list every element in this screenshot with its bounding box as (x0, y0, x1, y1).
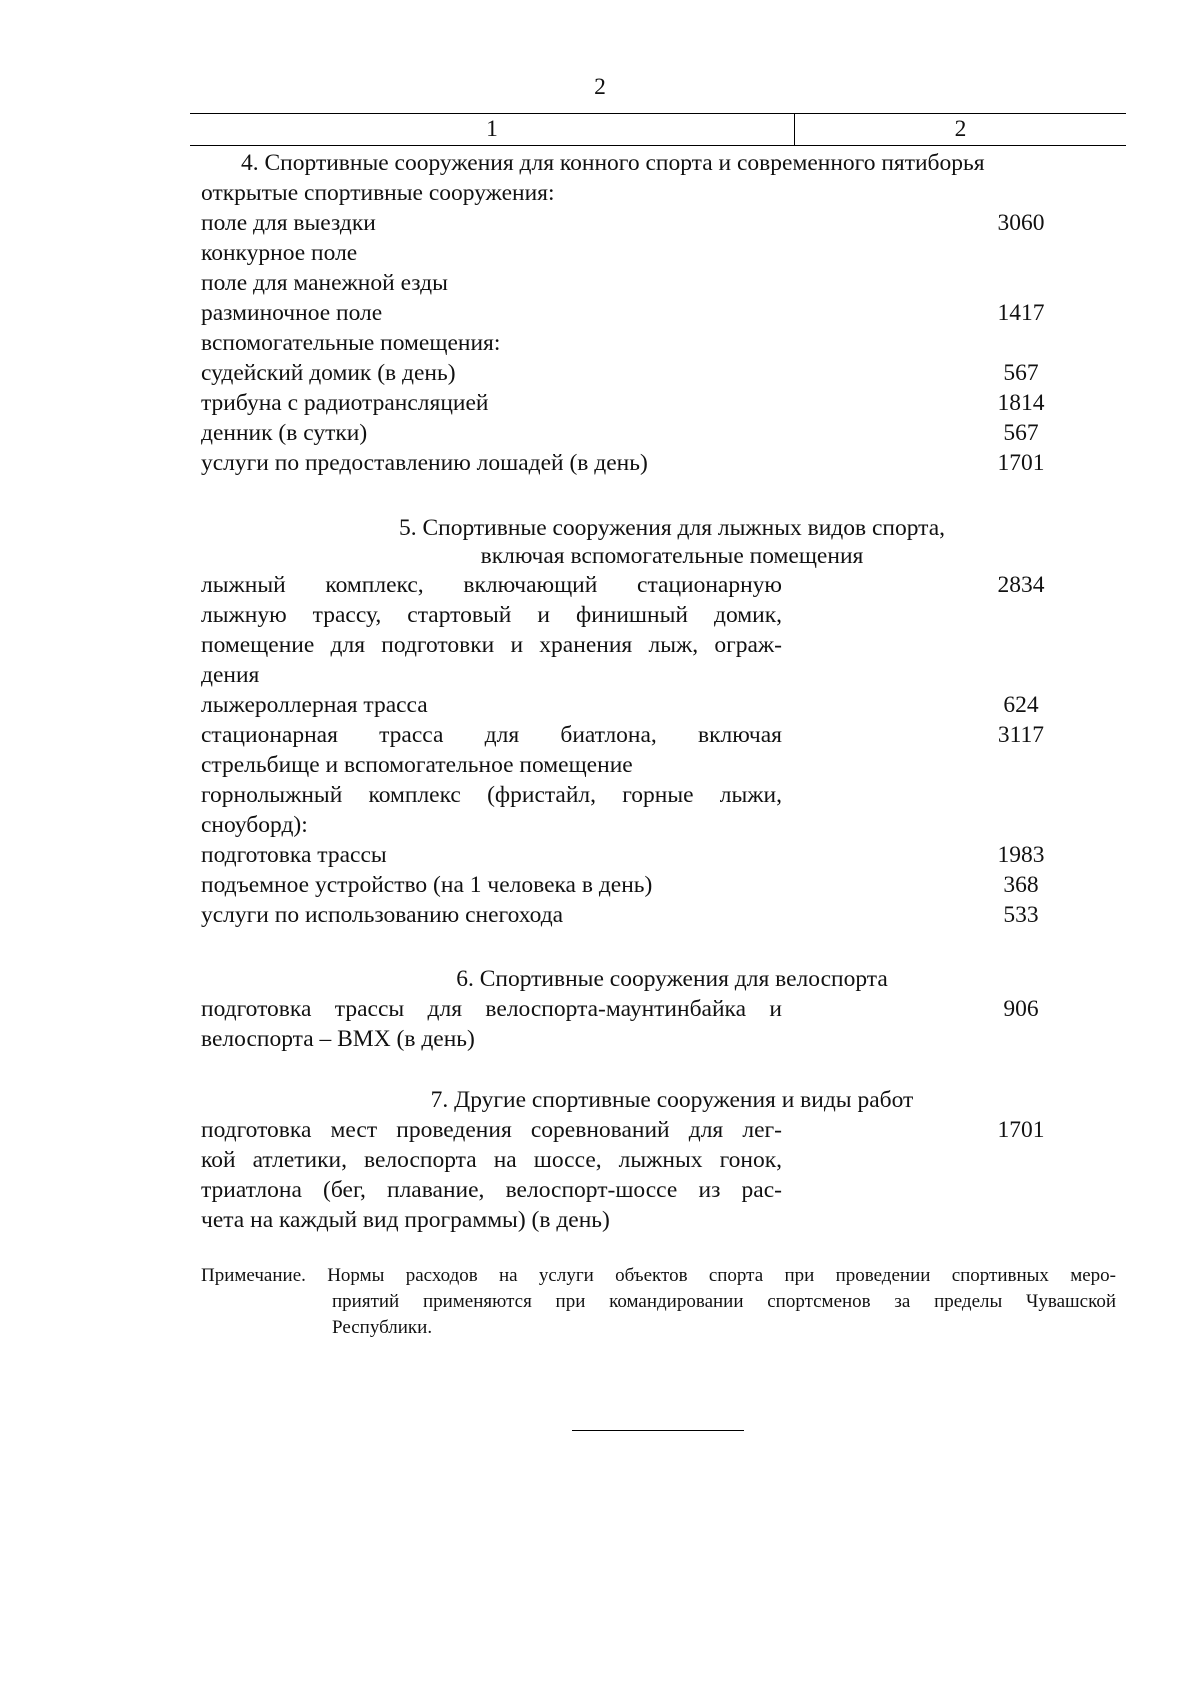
table-row (201, 810, 1081, 840)
table-row (201, 1115, 1081, 1145)
footnote (201, 1263, 1116, 1341)
row-value: 1701 (997, 450, 1045, 476)
table-header-row (190, 113, 1126, 146)
row-label: конкурное поле (201, 240, 358, 266)
row-label: поле для выездки (201, 210, 376, 236)
row-label: лыжный комплекс, включающий стационарную (201, 572, 782, 598)
row-label: помещение для подготовки и хранения лыж, ограж- (201, 632, 782, 658)
row-value: 567 (1003, 360, 1039, 386)
row-value: 567 (1003, 420, 1039, 446)
row-value: 368 (1003, 872, 1039, 898)
row-label: услуги по использованию снегохода (201, 902, 564, 928)
table-header-col-1: 1 (190, 114, 795, 145)
row-label: открытые спортивные сооружения: (201, 180, 555, 206)
table-row (201, 630, 1081, 660)
row-label: лыжероллерная трасса (201, 692, 428, 718)
table-row (201, 448, 1081, 478)
row-label: горнолыжный комплекс (фристайл, горные лыжи, (201, 782, 782, 808)
row-label: разминочное поле (201, 300, 383, 326)
row-label: чета на каждый вид программы) (в день) (201, 1207, 610, 1233)
row-label: услуги по предоставлению лошадей (в день) (201, 450, 648, 476)
footnote-text-line-2: приятий применяются при командировании спортсменов за пределы Чувашской (332, 1291, 1116, 1312)
table-row (201, 1145, 1081, 1175)
section-5-heading-line-2: включая вспомогательные помещения (480, 543, 864, 569)
row-value: 3060 (997, 210, 1045, 236)
table-row (201, 328, 1081, 358)
table-row (201, 780, 1081, 810)
table-row (201, 720, 1081, 750)
row-value: 1814 (997, 390, 1045, 416)
table-row (201, 660, 1081, 690)
footnote-label: Примечание. (201, 1265, 306, 1286)
row-value: 2834 (997, 572, 1045, 598)
table-row (201, 690, 1081, 720)
end-separator-line (572, 1430, 744, 1431)
table-row (201, 298, 1081, 328)
page-number: 2 (594, 74, 606, 100)
table-header-col-2: 2 (954, 116, 967, 142)
footnote-line-1 (201, 1263, 1116, 1289)
table-row (201, 600, 1081, 630)
table-row (201, 238, 1081, 268)
table-row (201, 1205, 1081, 1235)
row-label: подготовка трассы (201, 842, 387, 868)
table-row (201, 1024, 1081, 1054)
row-label: поле для манежной езды (201, 270, 448, 296)
row-label: судейский домик (в день) (201, 360, 456, 386)
row-label: велоспорта – BMX (в день) (201, 1026, 475, 1052)
row-label: трибуна с радиотрансляцией (201, 390, 489, 416)
row-label: триатлона (бег, плавание, велоспорт-шоссе из рас- (201, 1177, 782, 1203)
table-row (201, 750, 1081, 780)
footnote-text-line-1: Нормы расходов на услуги объектов спорта при проведении спортивных меро- (327, 1265, 1117, 1286)
row-label: стационарная трасса для биатлона, включая (201, 722, 782, 748)
row-label: подготовка трассы для велоспорта-маунтинбайка и (201, 996, 782, 1022)
table-row (201, 570, 1081, 600)
table-row (201, 840, 1081, 870)
row-label: подъемное устройство (на 1 человека в день) (201, 872, 653, 898)
table-row (201, 418, 1081, 448)
row-value: 1983 (997, 842, 1045, 868)
row-label: вспомогательные помещения: (201, 330, 501, 356)
row-value: 1417 (997, 300, 1045, 326)
table-row (201, 388, 1081, 418)
table-row (201, 870, 1081, 900)
table-row (201, 268, 1081, 298)
row-label: кой атлетики, велоспорта на шоссе, лыжных гонок, (201, 1147, 782, 1173)
row-value: 624 (1003, 692, 1039, 718)
row-label: подготовка мест проведения соревнований для лег- (201, 1117, 782, 1143)
section-7-heading: 7. Другие спортивные сооружения и виды работ (430, 1087, 914, 1113)
row-value: 1701 (997, 1117, 1045, 1143)
table-row (201, 1175, 1081, 1205)
row-label: дения (201, 662, 260, 688)
table-row (201, 994, 1081, 1024)
row-label: стрельбище и вспомогательное помещение (201, 752, 633, 778)
footnote-text-line-3: Республики. (332, 1317, 433, 1338)
row-label: денник (в сутки) (201, 420, 368, 446)
row-value: 3117 (997, 722, 1045, 748)
section-5-heading-line-1: 5. Спортивные сооружения для лыжных видов спорта, (398, 515, 946, 541)
table-row (201, 900, 1081, 930)
table-row (201, 358, 1081, 388)
row-value: 906 (1003, 996, 1039, 1022)
row-value: 533 (1003, 902, 1039, 928)
row-label: лыжную трассу, стартовый и финишный домик, (201, 602, 782, 628)
section-6-heading: 6. Спортивные сооружения для велоспорта (456, 966, 888, 992)
table-row (201, 178, 1081, 208)
table-row (201, 208, 1081, 238)
section-4-heading: 4. Спортивные сооружения для конного спорта и современного пятиборья (241, 150, 985, 176)
row-label: сноуборд): (201, 812, 308, 838)
